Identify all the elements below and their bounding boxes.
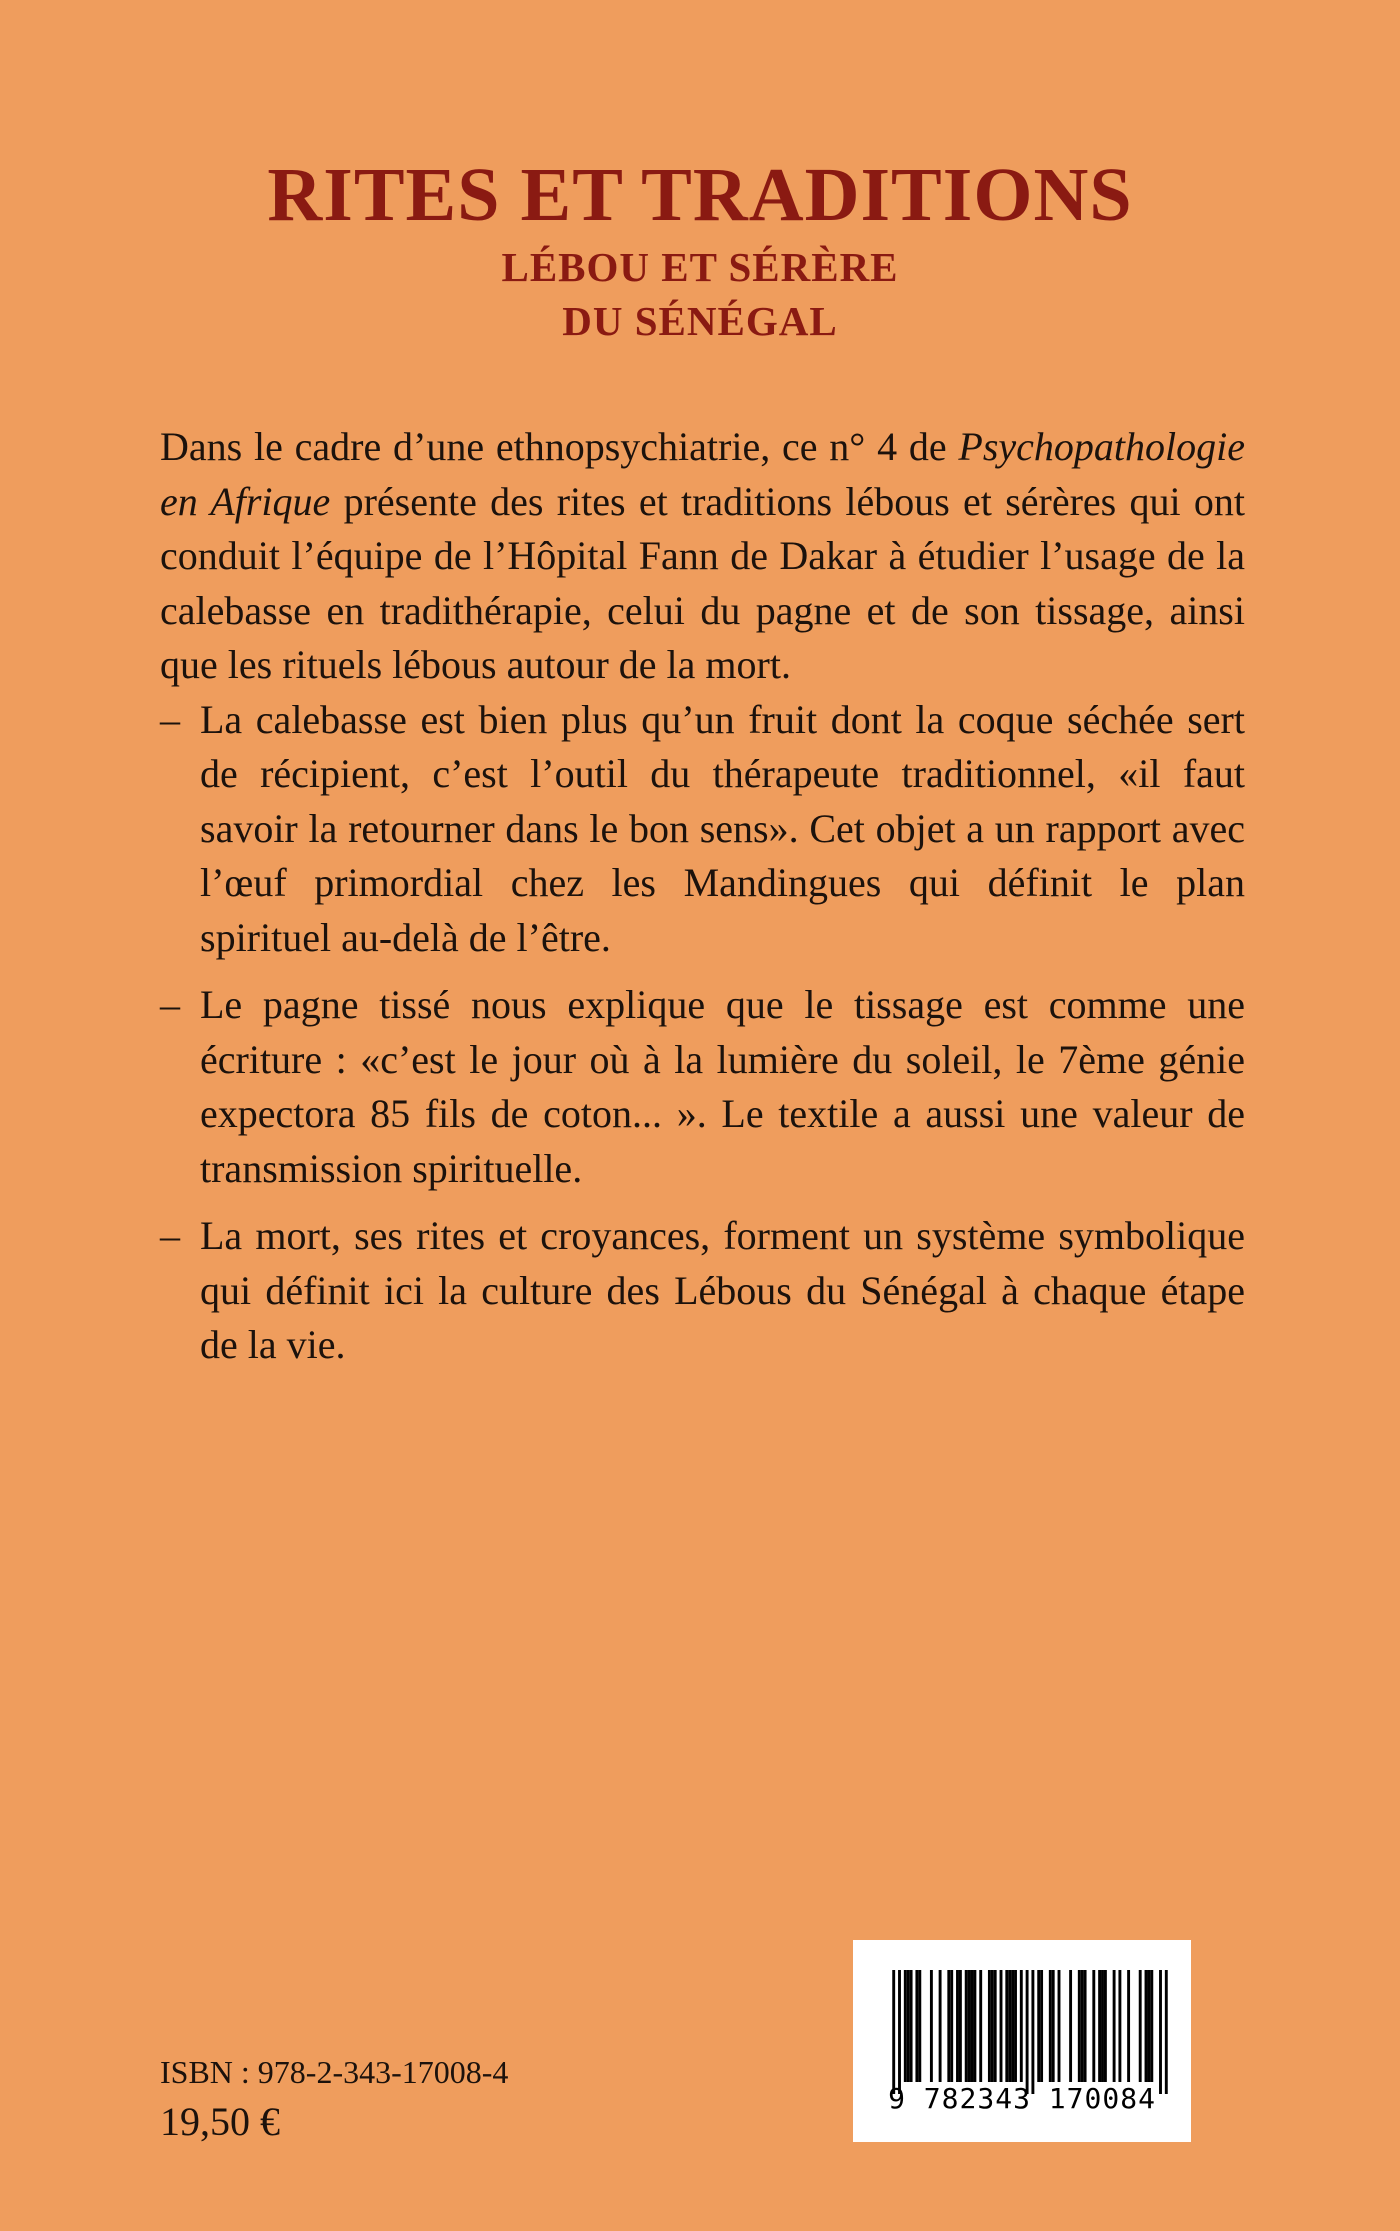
topic-text: Le pagne tissé nous explique que le tissage est comme une écriture : «c’est le jour où à la lumière du soleil, le 7ème génie expectora 85 fils de coton... ». Le textile a aussi une valeur de transmission spirituelle. [200, 982, 1245, 1191]
barcode-bar [904, 1970, 907, 2082]
barcode-bar [979, 1970, 982, 2082]
barcode-bar [1020, 1970, 1023, 2082]
barcode-bar [1150, 1970, 1153, 2082]
barcode-bar [950, 1970, 953, 2082]
barcode-bar [910, 1970, 913, 2082]
barcode-bar [973, 1970, 976, 2082]
topic-calebasse [160, 693, 1245, 966]
barcode-bar [1011, 1970, 1014, 2082]
barcode-bar [1147, 1970, 1150, 2082]
barcode-bar [1008, 1970, 1011, 2082]
barcode-bar [959, 1970, 962, 2082]
barcode-bar [991, 1970, 994, 2082]
barcode-bar [1081, 1970, 1084, 2082]
dash-marker: – [160, 1213, 180, 1258]
barcode-bar [939, 1970, 942, 2082]
barcode-bar [1113, 1970, 1116, 2082]
barcode-bar [988, 1970, 991, 2082]
barcode-bar [1026, 1970, 1029, 2094]
barcode-bar [1037, 1970, 1040, 2082]
intro-text-start: Dans le cadre d’une ethnopsychiatrie, ce n° 4 de [160, 424, 959, 469]
book-title: RITES ET TRADITIONS [267, 153, 1133, 237]
barcode-bar [1078, 1970, 1081, 2082]
barcode-digits: 9 782343 170084 [888, 2082, 1156, 2115]
barcode-bar [1145, 1970, 1148, 2082]
barcode-bar [1058, 1970, 1061, 2082]
barcode-bar [915, 1970, 918, 2082]
price: 19,50 € [160, 2099, 280, 2144]
title-block [0, 150, 1400, 348]
barcode-bar [956, 1970, 959, 2082]
barcode-bar [1098, 1970, 1101, 2082]
barcode-bar [994, 1970, 997, 2082]
barcode-bar [965, 1970, 968, 2082]
series-title: Psychopathologie en Afrique [160, 424, 1245, 524]
barcode-bar [1069, 1970, 1072, 2082]
barcode-bar [1104, 1970, 1107, 2082]
barcode-bar [947, 1970, 950, 2082]
barcode-bar [1159, 1970, 1162, 2094]
barcode-bar [1052, 1970, 1055, 2082]
barcode-bar [892, 1970, 895, 2094]
topic-text: La calebasse est bien plus qu’un fruit dont la coque séchée sert de récipient, c’est l’outil du thérapeute traditionnel, «il faut savoir la retourner dans le bon sens». Cet objet a un rapport avec l’œuf primordial chez les Mandingues qui définit le plan spirituel au-delà de l’être. [200, 696, 1245, 960]
book-subtitle-line-1: LÉBOU ET SÉRÈRE [501, 244, 899, 290]
barcode-bar [1084, 1970, 1087, 2082]
book-subtitle-line-2: DU SÉNÉGAL [562, 298, 838, 344]
barcode-bar [918, 1970, 921, 2082]
topic-pagne [160, 978, 1245, 1196]
barcode-bar [1031, 1970, 1034, 2094]
intro-text-end: présente des rites et traditions lébous et sérères qui ont conduit l’équipe de l’Hôpital Fann de Dakar à étudier l’usage de la calebasse en tradithérapie, celui du pagne et de son tissage, ainsi que les rituels lébous autour de la mort. [160, 478, 1245, 687]
barcode-bar [968, 1970, 971, 2082]
barcode-bar [1165, 1970, 1168, 2094]
back-cover-description [160, 420, 1245, 1386]
barcode-bar [898, 1970, 901, 2094]
barcode-bar [971, 1970, 974, 2082]
barcode-bar [1127, 1970, 1130, 2082]
barcode-bar [1092, 1970, 1095, 2082]
barcode-bar [1139, 1970, 1142, 2082]
barcode [853, 1940, 1191, 2142]
topic-mort [160, 1209, 1245, 1373]
barcode-bar [930, 1970, 933, 2082]
barcode-bar [1049, 1970, 1052, 2082]
isbn-number: ISBN : 978-2-343-17008-4 [160, 2054, 509, 2090]
dash-marker: – [160, 982, 180, 1027]
barcode-bar [1040, 1970, 1043, 2082]
barcode-bar [1014, 1970, 1017, 2082]
barcode-bar [907, 1970, 910, 2082]
barcode-bar [1101, 1970, 1104, 2082]
dash-marker: – [160, 696, 180, 742]
barcode-bar [1000, 1970, 1003, 2082]
topic-list [160, 693, 1245, 1373]
topic-text: La mort, ses rites et croyances, forment un système symbolique qui définit ici la culture des Lébous du Sénégal à chaque étape de la vie. [200, 1213, 1245, 1367]
intro-paragraph [160, 420, 1245, 693]
barcode-bar [1118, 1970, 1121, 2082]
barcode-bar [1005, 1970, 1008, 2082]
